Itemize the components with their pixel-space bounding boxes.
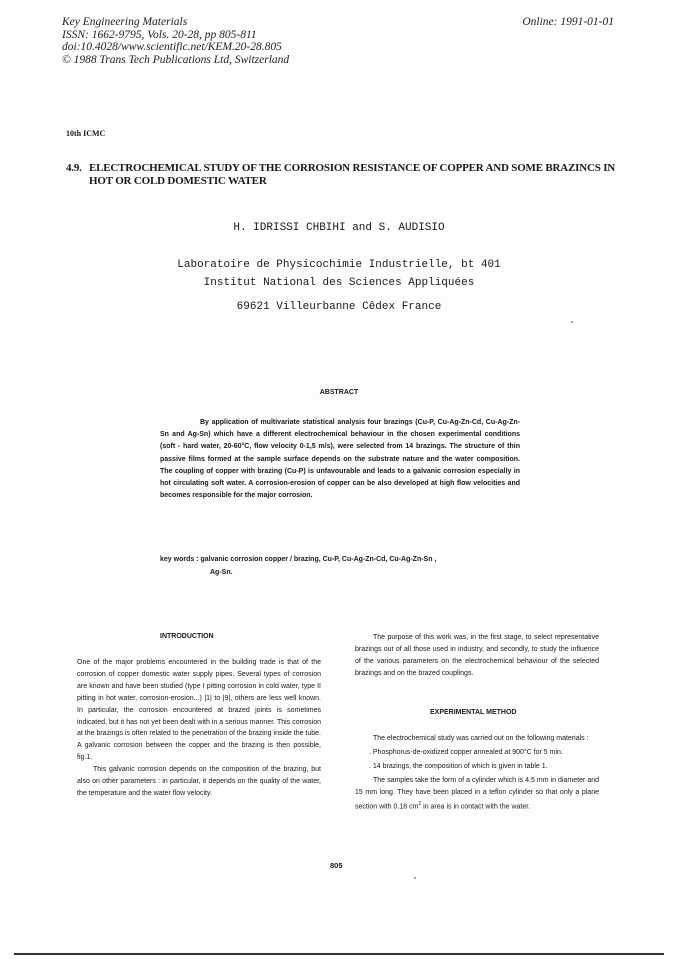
abstract-text: By application of multivariate statistical analysis four brazings (Cu-P, Cu-Ag-Zn-Cd, Cu-Ag-Zn-Sn and Ag-Sn) which have a different electrochemical behaviour in the chosen experimental conditions (soft - hard water, 20-60°C, flow velocity 0-1,5 m/s), were selected from 14 brazings. The structure of thin passive films formed at the sample surface depends on the substrate nature and the water composition. The coupling of copper with brazing (Cu-P) is unfavourable and leads to a galvanic corrosion especially in hot circulating soft water. A corrosion-erosion of copper can be also developed at high flow velocities and becomes responsible for the major corrosion.: [160, 419, 520, 500]
purpose-paragraph: The purpose of this work was, in the first stage, to select representative brazings out of all those used in industry, and secondly, to study the influence of the various parameters on the electrochemical behaviour of the selected brazings and on the brazed couplings.: [355, 634, 599, 677]
journal-metadata: [62, 16, 462, 66]
page-number: 805: [330, 861, 343, 870]
issn-line: ISSN: 1662-9795, Vols. 20-28, pp 805-811: [62, 28, 257, 41]
keywords-label: key words :: [160, 556, 199, 563]
scan-speck: [571, 321, 573, 323]
experimental-intro: The electrochemical study was carried out on the following materials :: [373, 735, 589, 742]
experimental-samples: [355, 775, 599, 813]
keywords-line-1: galvanic corrosion copper / brazing, Cu-P, Cu-Ag-Zn-Cd, Cu-Ag-Zn-Sn ,: [200, 556, 437, 563]
experimental-body: [355, 733, 599, 815]
experimental-heading: EXPERIMENTAL METHOD: [430, 709, 517, 716]
journal-name: Key Engineering Materials: [62, 16, 188, 28]
conference-label: 10th ICMC: [66, 129, 106, 138]
copyright-line: © 1988 Trans Tech Publications Ltd, Switzerland: [62, 53, 290, 66]
title-line-2: HOT OR COLD DOMESTIC WATER: [89, 174, 267, 187]
experimental-item-1: . Phosphorus-de-oxidized copper annealed at 900°C for 5 min.: [369, 748, 563, 756]
affiliation-line-2: Institut National des Sciences Appliquées: [203, 277, 475, 289]
keywords: [160, 553, 530, 579]
bottom-rule: [14, 953, 664, 955]
keywords-line-2: Ag-Sn.: [210, 569, 233, 576]
affiliation-line-1: Laboratoire de Physicochimie Industrielle, bt 401: [177, 259, 501, 271]
introduction-paragraph-2: This galvanic corrosion depends on the composition of the brazing, but also on other parameters : in particular, it depends on the quality of the water, the temperature and the water flow velocity.: [77, 766, 321, 797]
doi-link[interactable]: doi:10.4028/www.scientific.net/KEM.20-28.805: [62, 41, 282, 53]
samples-text-end: in area is in contact with the water.: [421, 802, 531, 810]
abstract-heading: ABSTRACT: [319, 389, 359, 396]
scan-speck: [414, 877, 416, 879]
paper-title: [66, 162, 626, 187]
samples-text: The samples take the form of a cylinder which is 4.5 mm in diameter and 15 mm long. They have been placed in a teflon cylinder so that only a plane section with 0.18 cm: [355, 776, 599, 810]
introduction-body: [77, 657, 321, 800]
affiliation-line-3: 69621 Villeurbanne Cêdex France: [236, 301, 442, 313]
experimental-item-2: . 14 brazings, the composition of which is given in table 1.: [369, 762, 548, 770]
authors: H. IDRISSI CHBIHI and S. AUDISIO: [233, 222, 445, 234]
introduction-paragraph-1: One of the major problems encountered in the building trade is that of the corrosion of copper domestic water supply pipes. Several types of corrosion are known and have been studied (type I pitting corrosion in cold water, type II pitting in hot water, corrosion-erosion...) |1| to |9|, others are less well known. In particular, the corrosion encountered at brazed joints is sometimes indicated, but it has not yet been dealt with in a serious manner. This corrosion at the brazings is often related to the penetration of the brazing inside the tube. A galvanic corrosion between the copper and the brazing is then possible, fig.1.: [77, 659, 321, 762]
introduction-heading: INTRODUCTION: [160, 633, 214, 640]
samples-superscript: 2: [418, 800, 422, 807]
title-line-1: ELECTROCHEMICAL STUDY OF THE CORROSION RESISTANCE OF COPPER AND SOME BRAZINCS IN: [89, 162, 616, 174]
section-number: 4.9.: [66, 162, 82, 174]
online-date: Online: 1991-01-01: [522, 16, 614, 28]
